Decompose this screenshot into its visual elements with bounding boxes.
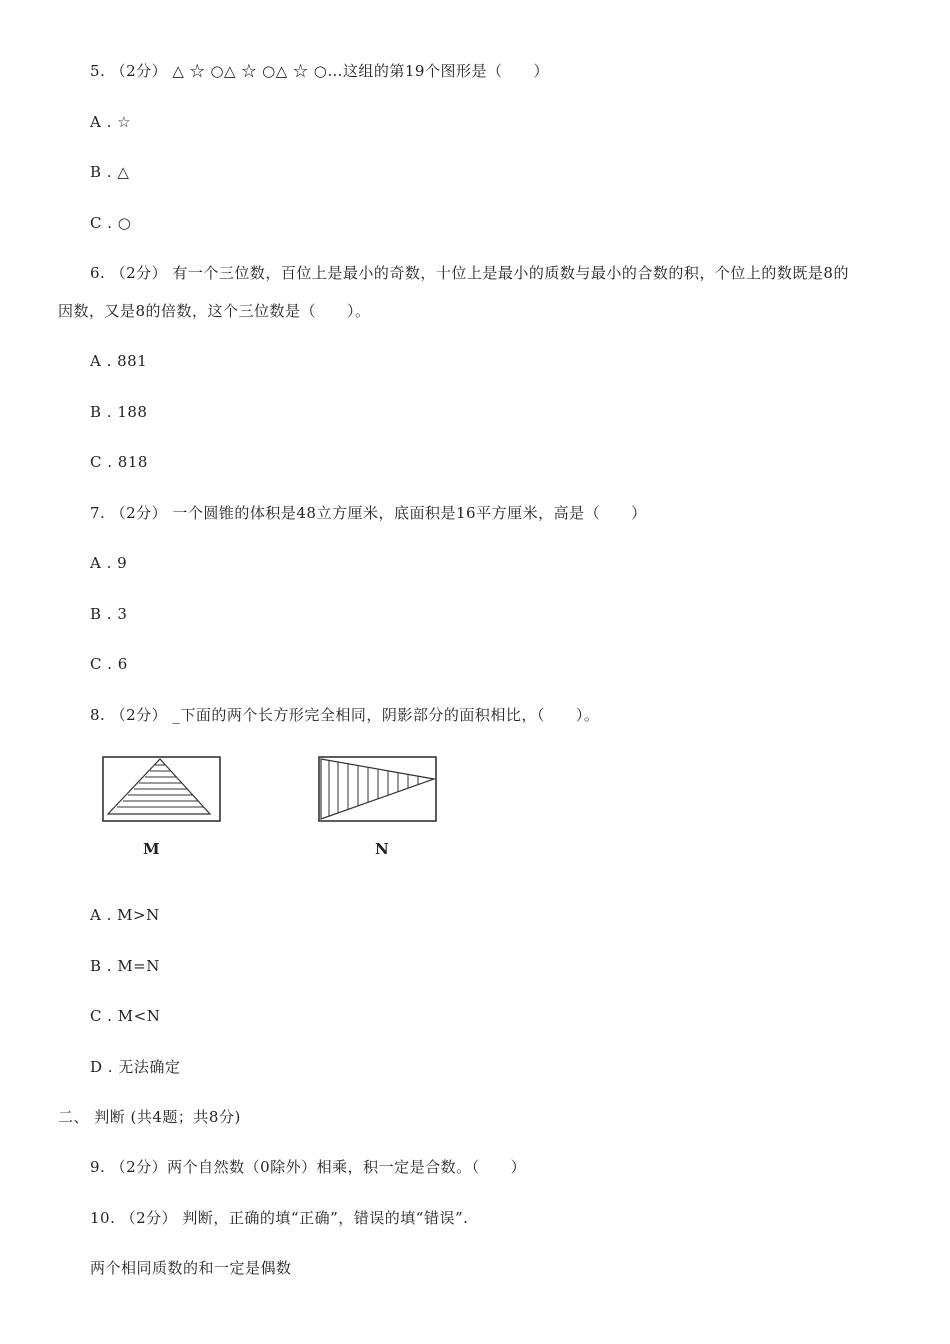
figure-n-rectangle bbox=[316, 754, 440, 824]
question-5-stem: 5. （2分） △ ☆ ○△ ☆ ○△ ☆ ○…这组的第19个图形是（ ） bbox=[90, 62, 549, 80]
question-5-option-b[interactable]: B . △ bbox=[90, 163, 130, 181]
question-7-option-c[interactable]: C . 6 bbox=[90, 655, 128, 673]
question-5-option-c[interactable]: C . ○ bbox=[90, 214, 132, 232]
question-6-option-b[interactable]: B . 188 bbox=[90, 403, 148, 421]
question-7-option-a[interactable]: A . 9 bbox=[90, 554, 128, 572]
question-8-option-d[interactable]: D . 无法确定 bbox=[90, 1058, 181, 1076]
question-6-option-a[interactable]: A . 881 bbox=[90, 352, 148, 370]
question-7-stem: 7. （2分） 一个圆锥的体积是48立方厘米，底面积是16平方厘米，高是（ ） bbox=[90, 504, 647, 522]
question-10-statement: 两个相同质数的和一定是偶数 bbox=[90, 1259, 292, 1277]
question-8-stem: 8. （2分） _下面的两个长方形完全相同，阴影部分的面积相比，（ ）。 bbox=[90, 706, 600, 724]
question-7-option-b[interactable]: B . 3 bbox=[90, 605, 128, 623]
figure-m-label: M bbox=[143, 840, 160, 858]
question-10-stem: 10. （2分） 判断，正确的填“正确”，错误的填“错误”. bbox=[90, 1209, 469, 1227]
question-6-option-c[interactable]: C . 818 bbox=[90, 453, 148, 471]
question-8-option-c[interactable]: C . M<N bbox=[90, 1007, 161, 1025]
section-2-title: 二、 判断 (共4题；共8分) bbox=[58, 1108, 241, 1126]
question-9-stem: 9. （2分）两个自然数（0除外）相乘，积一定是合数。（ ） bbox=[90, 1158, 527, 1176]
figure-n-label: N bbox=[375, 840, 389, 858]
question-6-stem-line1: 6. （2分） 有一个三位数，百位上是最小的奇数，十位上是最小的质数与最小的合数的积，个位上的数既是8的 bbox=[90, 264, 849, 282]
question-5-option-a[interactable]: A . ☆ bbox=[90, 113, 132, 131]
question-8-option-a[interactable]: A . M>N bbox=[90, 906, 160, 924]
question-6-stem-line2: 因数，又是8的倍数，这个三位数是（ ）。 bbox=[58, 302, 371, 320]
question-8-option-b[interactable]: B . M=N bbox=[90, 957, 160, 975]
figure-m-rectangle bbox=[100, 754, 224, 824]
